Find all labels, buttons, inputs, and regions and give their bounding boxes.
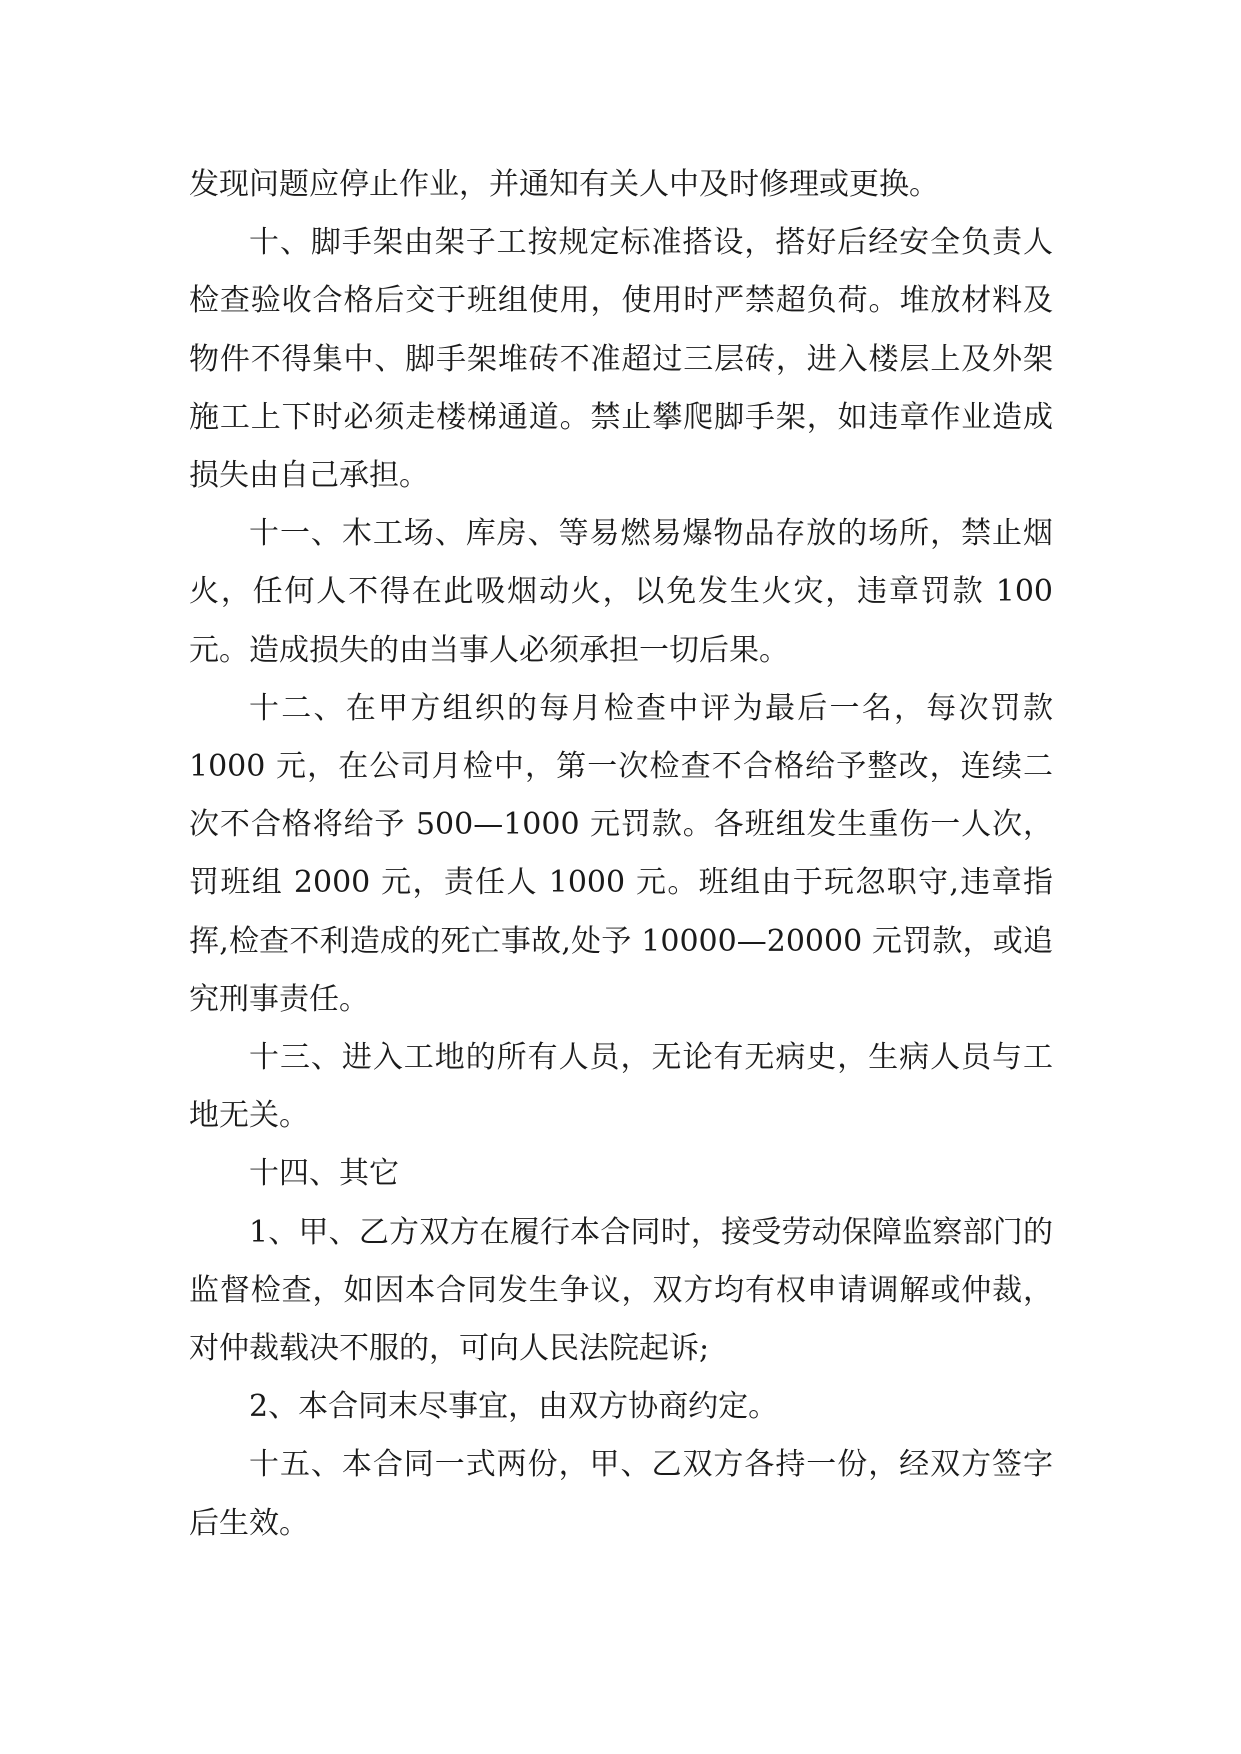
paragraph-continuation: 发现问题应停止作业，并通知有关人中及时修理或更换。 (189, 167, 939, 202)
paragraph-clause-11: 十一、木工场、库房、等易燃易爆物品存放的场所，禁止烟火，任何人不得在此吸烟动火，以免发生火灾，违章罚款 100 元。造成损失的由当事人必须承担一切后果。 (189, 516, 1053, 668)
paragraph-clause-13: 十三、进入工地的所有人员，无论有无病史，生病人员与工地无关。 (189, 1040, 1053, 1134)
paragraph-clause-10: 十、脚手架由架子工按规定标准搭设，搭好后经安全负责人检查验收合格后交于班组使用，使用时严禁超负荷。堆放材料及物件不得集中、脚手架堆砖不准超过三层砖，进入楼层上及外架施工上下时必须走楼梯通道。禁止攀爬脚手架，如违章作业造成损失由自己承担。 (189, 225, 1053, 494)
paragraph-clause-15: 十五、本合同一式两份，甲、乙双方各持一份，经双方签字后生效。 (189, 1447, 1053, 1541)
paragraph-clause-12: 十二、在甲方组织的每月检查中评为最后一名，每次罚款 1000 元，在公司月检中，第一次检查不合格给予整改，连续二次不合格将给予 500—1000 元罚款。各班组发生重伤一人次，罚班组 2000 元，责任人 1000 元。班组由于玩忽职守,违章指挥,检查不利造成的死亡事故,处予 10000—20000 元罚款，或追究刑事责任。 (189, 690, 1053, 1017)
paragraph-clause-14-heading: 十四、其它 (249, 1156, 399, 1192)
document-page (189, 156, 1053, 1553)
paragraph-clause-14-item-1: 1、甲、乙方双方在履行本合同时，接受劳动保障监察部门的监督检查，如因本合同发生争议，双方均有权申请调解或仲裁，对仲裁载决不服的，可向人民法院起诉; (189, 1214, 1053, 1367)
paragraph-clause-14-item-2: 2、本合同末尽事宜，由双方协商约定。 (249, 1389, 779, 1425)
